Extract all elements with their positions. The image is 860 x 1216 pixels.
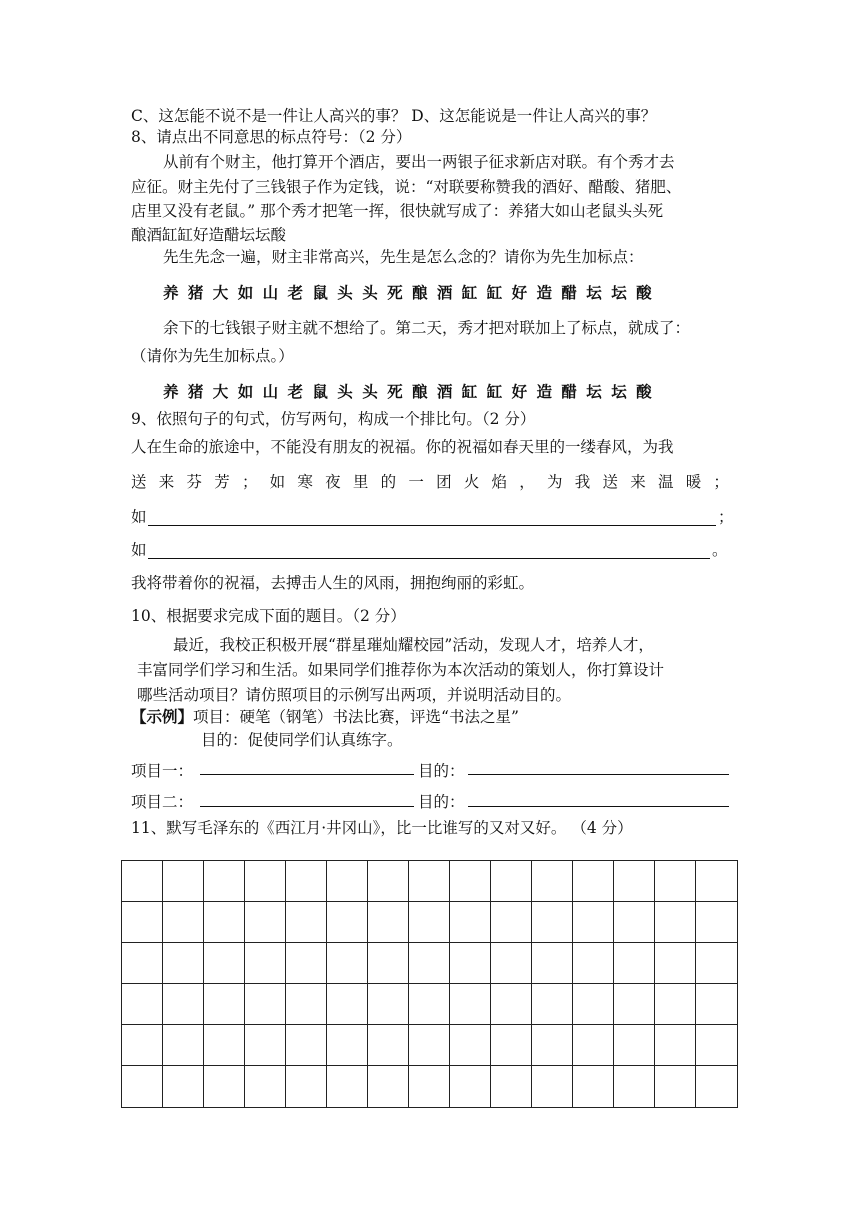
q10-item2-purpose-blank[interactable] (468, 788, 729, 807)
q10-para-line3: 哪些活动项目？请仿照项目的示例写出两项，并说明活动目的。 (137, 686, 572, 704)
grid-cell[interactable] (614, 1066, 655, 1107)
q9-example-line2 (131, 472, 729, 492)
grid-cell[interactable] (532, 984, 573, 1025)
grid-cell[interactable] (614, 984, 655, 1025)
q11-title: 11、默写毛泽东的《西江月·井冈山》，比一比谁写的又对又好。 （4 分） (131, 819, 633, 837)
q9-example-char: 一 (408, 473, 424, 491)
q9-answer-blank-2[interactable] (148, 540, 710, 559)
q9-example-char: 的 (380, 473, 397, 491)
q10-example-purpose: 目的：促使同学们认真练字。 (201, 731, 403, 749)
grid-cell[interactable] (532, 902, 573, 943)
q8-para3-line1: 余下的七钱银子财主就不想给了。第二天，秀才把对联加上了标点，就成了： (163, 319, 691, 337)
grid-cell[interactable] (204, 984, 245, 1025)
grid-cell[interactable] (368, 861, 409, 902)
grid-cell[interactable] (122, 861, 163, 902)
grid-cell[interactable] (655, 1025, 696, 1066)
q9-example-line1: 人在生命的旅途中，不能没有朋友的祝福。你的祝福如春天里的一缕春风，为我 (131, 438, 674, 456)
grid-cell[interactable] (655, 861, 696, 902)
grid-cell[interactable] (122, 943, 163, 984)
grid-cell[interactable] (409, 1066, 450, 1107)
grid-cell[interactable] (204, 861, 245, 902)
q9-example-char: ； (241, 473, 258, 491)
grid-cell[interactable] (286, 943, 327, 984)
grid-cell[interactable] (696, 1066, 737, 1107)
q10-example-tag: 【示例】 (131, 707, 194, 726)
q9-blank2-prefix: 如 (131, 541, 147, 559)
grid-cell[interactable] (204, 902, 245, 943)
grid-cell[interactable] (532, 1025, 573, 1066)
grid-cell[interactable] (245, 1066, 286, 1107)
q9-example-char: ， (519, 473, 535, 491)
grid-cell[interactable] (491, 902, 532, 943)
grid-cell[interactable] (245, 984, 286, 1025)
q8-para1-line4: 酿酒缸缸好造醋坛坛酸 (131, 226, 287, 244)
grid-cell[interactable] (245, 902, 286, 943)
grid-cell[interactable] (286, 861, 327, 902)
grid-cell[interactable] (122, 1066, 163, 1107)
q9-example-char: 夜 (325, 473, 341, 491)
q9-blank1-prefix: 如 (131, 508, 147, 526)
grid-cell[interactable] (614, 943, 655, 984)
grid-cell[interactable] (573, 1066, 614, 1107)
grid-cell[interactable] (573, 943, 614, 984)
q9-example-char: ； (713, 473, 729, 491)
grid-cell[interactable] (409, 861, 450, 902)
grid-cell[interactable] (450, 1066, 491, 1107)
grid-cell[interactable] (696, 1025, 737, 1066)
q9-example-char: 暖 (685, 473, 702, 491)
q8-para1-line1: 从前有个财主，他打算开个酒店，要出一两银子征求新店对联。有个秀才去 (163, 153, 675, 171)
q10-item1-blank[interactable] (200, 756, 414, 775)
q10-item1-purpose-label: 目的： (418, 762, 465, 780)
q9-example-char: 我 (574, 473, 591, 491)
q9-blank2-suffix: 。 (712, 541, 728, 559)
grid-cell[interactable] (245, 861, 286, 902)
q8-para1-line2: 应征。财主先付了三钱银子作为定钱，说：“对联要称赞我的酒好、醋酸、猪肥、 (131, 178, 682, 196)
q9-example-char: 为 (547, 473, 563, 491)
grid-cell[interactable] (696, 984, 737, 1025)
grid-cell[interactable] (573, 984, 614, 1025)
q9-example-char: 里 (352, 473, 369, 491)
q7-options: C、这怎能不说不是一件让人高兴的事？ D、这怎能说是一件让人高兴的事？ (131, 107, 657, 125)
grid-cell[interactable] (450, 1025, 491, 1066)
q10-item1-label: 项目一： (131, 762, 194, 780)
grid-cell[interactable] (491, 861, 532, 902)
grid-cell[interactable] (655, 984, 696, 1025)
grid-cell[interactable] (450, 943, 491, 984)
q9-example-char: 送 (602, 473, 618, 491)
q10-item2-label: 项目二： (131, 793, 194, 811)
q9-example-char: 团 (436, 473, 452, 491)
grid-cell[interactable] (368, 1066, 409, 1107)
q10-para-line1: 最近，我校正积极开展“群星璀灿耀校园”活动，发现人才，培养人才， (173, 636, 654, 654)
grid-cell[interactable] (409, 943, 450, 984)
grid-cell[interactable] (614, 902, 655, 943)
grid-cell[interactable] (163, 861, 204, 902)
grid-cell[interactable] (696, 902, 737, 943)
grid-cell[interactable] (532, 1066, 573, 1107)
q10-para-line2: 丰富同学们学习和生活。如果同学们推荐你为本次活动的策划人，你打算设计 (137, 661, 665, 679)
q10-example-line (131, 707, 519, 727)
grid-cell[interactable] (450, 902, 491, 943)
q9-example-char: 送 (131, 473, 147, 491)
q8-para1-line3: 店里又没有老鼠。” 那个秀才把笔一挥，很快就写成了：养猪大如山老鼠头头死 (131, 202, 664, 220)
grid-cell[interactable] (327, 1025, 368, 1066)
q10-example-item: 项目：硬笔（钢笔）书法比赛，评选“书法之星” (193, 708, 519, 726)
q10-item2-blank[interactable] (200, 788, 414, 807)
grid-cell[interactable] (655, 943, 696, 984)
grid-cell[interactable] (163, 1025, 204, 1066)
grid-cell[interactable] (163, 902, 204, 943)
q10-item2-purpose-label: 目的： (418, 793, 465, 811)
grid-cell[interactable] (491, 943, 532, 984)
grid-cell[interactable] (122, 902, 163, 943)
q9-title: 9、依照句子的句式，仿写两句，构成一个排比句。（2 分） (131, 410, 536, 428)
q9-blank1-suffix: ； (718, 508, 734, 526)
grid-cell[interactable] (409, 1025, 450, 1066)
grid-cell[interactable] (655, 1066, 696, 1107)
grid-cell[interactable] (532, 861, 573, 902)
grid-cell[interactable] (614, 1025, 655, 1066)
grid-cell[interactable] (122, 1025, 163, 1066)
grid-cell[interactable] (204, 943, 245, 984)
q8-para3-line2: （请你为先生加标点。） (131, 347, 294, 365)
grid-cell[interactable] (204, 1066, 245, 1107)
q9-example-char: 如 (269, 473, 286, 491)
q9-answer-blank-1[interactable] (148, 507, 716, 526)
grid-cell[interactable] (532, 943, 573, 984)
q8-para2: 先生先念一遍，财主非常高兴，先生是怎么念的？请你为先生加标点： (163, 248, 644, 266)
grid-cell[interactable] (327, 1066, 368, 1107)
q9-example-char: 火 (463, 473, 480, 491)
grid-cell[interactable] (286, 1025, 327, 1066)
q8-couplet-2: 养猪大如山老鼠头头死酿酒缸缸好造醋坛坛酸 (163, 382, 662, 401)
writing-grid[interactable] (121, 860, 738, 1108)
q9-example-char: 寒 (297, 473, 313, 491)
grid-cell[interactable] (327, 943, 368, 984)
q10-item1-purpose-blank[interactable] (468, 756, 729, 775)
q9-closing: 我将带着你的祝福，去搏击人生的风雨，拥抱绚丽的彩虹。 (131, 574, 535, 592)
grid-cell[interactable] (327, 984, 368, 1025)
grid-cell[interactable] (655, 902, 696, 943)
grid-cell[interactable] (614, 861, 655, 902)
q8-couplet-1: 养猪大如山老鼠头头死酿酒缸缸好造醋坛坛酸 (163, 283, 662, 302)
grid-cell[interactable] (696, 943, 737, 984)
q9-example-char: 来 (158, 473, 175, 491)
grid-cell[interactable] (163, 1066, 204, 1107)
grid-cell[interactable] (491, 1066, 532, 1107)
q10-title: 10、根据要求完成下面的题目。（2 分） (131, 607, 406, 625)
grid-cell[interactable] (327, 902, 368, 943)
grid-cell[interactable] (491, 984, 532, 1025)
grid-cell[interactable] (245, 943, 286, 984)
grid-cell[interactable] (163, 943, 204, 984)
grid-cell[interactable] (573, 861, 614, 902)
q9-example-char: 来 (630, 473, 646, 491)
grid-cell[interactable] (409, 984, 450, 1025)
q9-example-char: 温 (657, 473, 674, 491)
grid-cell[interactable] (491, 1025, 532, 1066)
grid-cell[interactable] (368, 984, 409, 1025)
grid-cell[interactable] (122, 984, 163, 1025)
q9-example-char: 焰 (491, 473, 508, 491)
q9-example-char: 芳 (214, 473, 230, 491)
grid-cell[interactable] (368, 902, 409, 943)
grid-cell[interactable] (286, 984, 327, 1025)
grid-cell[interactable] (327, 861, 368, 902)
grid-cell[interactable] (368, 1025, 409, 1066)
grid-cell[interactable] (450, 861, 491, 902)
grid-cell[interactable] (450, 984, 491, 1025)
grid-cell[interactable] (409, 902, 450, 943)
grid-cell[interactable] (368, 943, 409, 984)
grid-cell[interactable] (696, 861, 737, 902)
q8-title: 8、请点出不同意思的标点符号：（2 分） (131, 128, 412, 146)
q9-example-char: 芬 (186, 473, 202, 491)
grid-cell[interactable] (204, 1025, 245, 1066)
grid-cell[interactable] (245, 1025, 286, 1066)
grid-cell[interactable] (286, 902, 327, 943)
grid-cell[interactable] (573, 902, 614, 943)
grid-cell[interactable] (163, 984, 204, 1025)
grid-cell[interactable] (573, 1025, 614, 1066)
grid-cell[interactable] (286, 1066, 327, 1107)
